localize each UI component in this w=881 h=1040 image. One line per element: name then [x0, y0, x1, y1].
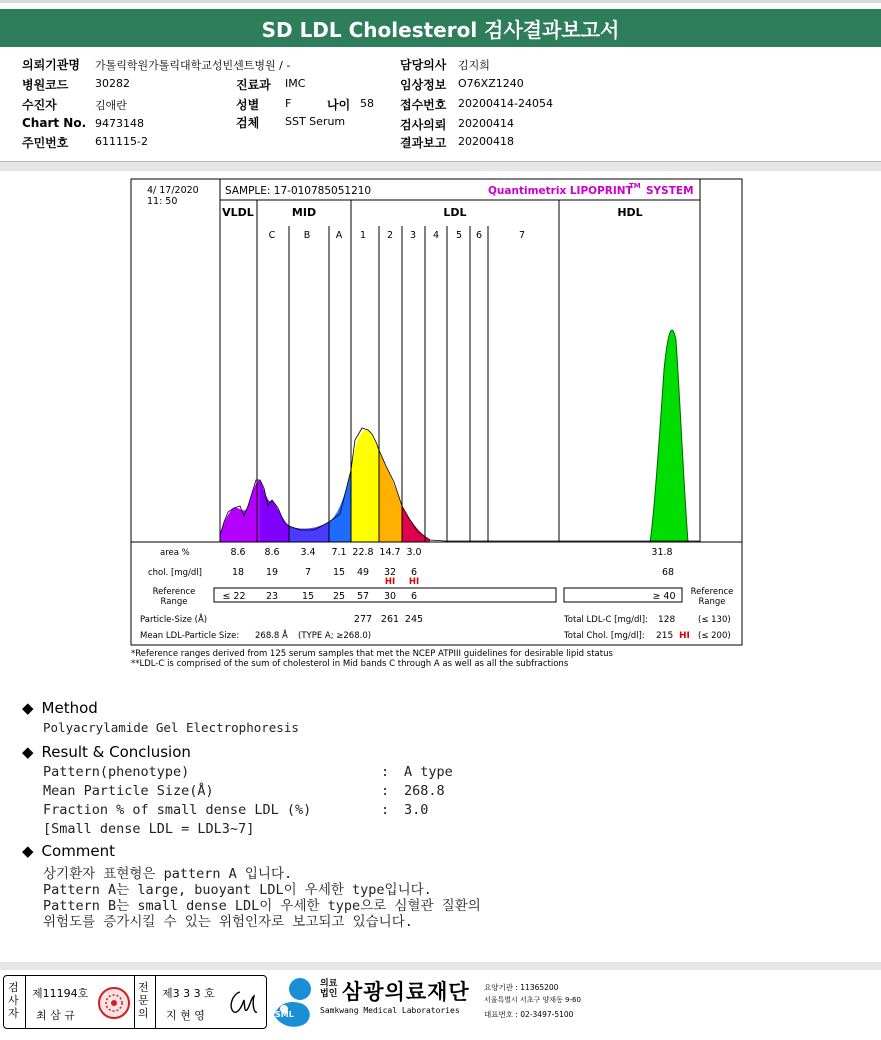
- brand-name: Quantimetrix LIPOPRINT: [488, 185, 633, 197]
- comment-section: [22, 842, 115, 860]
- sex-value: F: [285, 97, 292, 110]
- foundation-tag-2: 법인: [320, 989, 338, 999]
- specialist-signature-icon: [224, 984, 262, 1020]
- footer-divider: [0, 962, 881, 970]
- org-address: 서울특별시 서초구 양재동 9-60: [484, 996, 581, 1004]
- result-heading: Result & Conclusion: [41, 743, 191, 761]
- group-hdl: HDL: [617, 206, 643, 219]
- group-vldl: VLDL: [222, 206, 254, 219]
- ref-label-left-2: Range: [160, 597, 188, 607]
- org-code: 요양기관 : 11365200: [484, 983, 559, 992]
- mean-size-value: 268.8 Å: [255, 631, 288, 641]
- chart-frame: [131, 179, 742, 645]
- ref-mid-b: 15: [301, 591, 315, 602]
- band-label-4: 4: [432, 230, 440, 241]
- institution-value: 가톨릭학원가톨릭대학교성빈센트병원 / -: [95, 59, 291, 72]
- chol-hdl: 68: [661, 567, 675, 578]
- method-heading: Method: [41, 699, 98, 717]
- area-vldl: 8.6: [230, 547, 246, 558]
- comment-line-3: Pattern B는 small dense LDL이 우세한 type으로 심혈관 질환의: [43, 898, 481, 914]
- sml-logo-icon: [270, 975, 318, 1029]
- chart-no-value: 9473148: [95, 117, 144, 130]
- lipoprint-chart: [0, 170, 881, 670]
- reception-value: 20200414-24054: [458, 97, 553, 110]
- report-date: 4/ 17/2020: [147, 185, 199, 196]
- chol-mid-a: 15: [332, 567, 346, 578]
- diamond-bullet-icon: ◆: [22, 699, 34, 717]
- area-label: area %: [160, 548, 190, 558]
- chol-mid-b: 7: [304, 567, 312, 578]
- result-value-size: 268.8: [404, 783, 445, 799]
- band-label-b: B: [303, 230, 311, 241]
- method-text: Polyacrylamide Gel Electrophoresis: [43, 720, 299, 735]
- sample-id: SAMPLE: 17-010785051210: [225, 185, 372, 197]
- ref-ldl3: 6: [410, 591, 418, 602]
- specialist-number: 제3 3 3 호: [162, 987, 215, 1000]
- chol-ldl1: 49: [356, 567, 370, 578]
- ref-vldl: ≤ 22: [222, 591, 246, 602]
- chol-vldl: 18: [231, 567, 245, 578]
- result-label-pattern: Pattern(phenotype): [43, 764, 190, 780]
- ref-ldl2: 30: [383, 591, 397, 602]
- inspector-name: 최 삼 규: [36, 1009, 75, 1022]
- inspector-label: 검사자: [8, 981, 19, 1020]
- result-label-size: Mean Particle Size(Å): [43, 783, 214, 799]
- mean-size-label: Mean LDL-Particle Size:: [140, 631, 240, 641]
- comment-line-1: 상기환자 표현형은 pattern A 입니다.: [43, 866, 293, 882]
- department-label: 진료과: [236, 78, 271, 92]
- method-section: [22, 699, 98, 717]
- chol-label: chol. [mg/dl]: [148, 568, 202, 578]
- band-label-6: 6: [475, 230, 483, 241]
- particle-size-label: Particle-Size (Å): [140, 615, 208, 625]
- area-mid-a: 7.1: [331, 547, 347, 558]
- ref-hdl: ≥ 40: [652, 591, 676, 602]
- ref-mid-c: 23: [265, 591, 279, 602]
- foundation-name: 삼광의료재단: [342, 980, 470, 1004]
- org-phone: 대표번호 : 02-3497-5100: [484, 1010, 574, 1019]
- resident-no-label: 주민번호: [22, 136, 69, 150]
- total-chol-label: Total Chol. [mg/dl]:: [564, 631, 645, 641]
- mean-size-type: (TYPE A; ≥268.0): [298, 631, 372, 641]
- total-ldl-ref: (≤ 130): [698, 615, 731, 625]
- result-value-pattern: A type: [404, 764, 453, 780]
- chol-mid-c: 19: [265, 567, 279, 578]
- area-ldl2: 14.7: [379, 547, 401, 558]
- specialist-label: 전문의: [138, 981, 149, 1020]
- area-mid-c: 8.6: [264, 547, 280, 558]
- area-mid-b: 3.4: [300, 547, 316, 558]
- size-ldl1: 277: [353, 614, 373, 625]
- specimen-label: 검체: [236, 116, 260, 130]
- age-label: 나이: [327, 98, 351, 112]
- doctor-value: 김지희: [458, 59, 490, 72]
- total-chol-value: 215: [656, 631, 674, 641]
- department-value: IMC: [285, 77, 306, 90]
- ref-label-right-2: Range: [698, 597, 726, 607]
- inspector-number: 제11194호: [32, 987, 89, 1000]
- ref-label-left-1: Reference: [152, 587, 196, 597]
- comment-line-4: 위험도를 증가시킬 수 있는 위험인자로 보고되고 있습니다.: [43, 914, 413, 930]
- result-section: [22, 743, 191, 761]
- brand-suffix: SYSTEM: [646, 185, 694, 197]
- reception-label: 접수번호: [400, 98, 447, 112]
- ref-ldl1: 57: [356, 591, 370, 602]
- band-label-3: 3: [409, 230, 417, 241]
- footnote-2: **LDL-C is comprised of the sum of cholesterol in Mid bands C through A as well as all the subfractions: [131, 659, 569, 669]
- result-colon-fraction: :: [381, 802, 390, 818]
- logo-text: SML: [275, 1010, 294, 1019]
- band-label-1: 1: [359, 230, 367, 241]
- band-label-a: A: [335, 230, 343, 241]
- flag-ldl2: HI: [384, 577, 396, 587]
- specialist-name: 지 현 영: [166, 1009, 205, 1022]
- brand-trademark: TM: [629, 182, 641, 190]
- recipient-label: 수진자: [22, 98, 57, 112]
- specimen-value: SST Serum: [285, 115, 346, 128]
- result-colon-pattern: :: [381, 764, 390, 780]
- report-title: SD LDL Cholesterol 검사결과보고서: [0, 9, 881, 47]
- flag-ldl3: HI: [408, 577, 420, 587]
- hospital-code-value: 30282: [95, 77, 130, 90]
- diamond-bullet-icon: ◆: [22, 743, 34, 761]
- request-label: 검사의뢰: [400, 118, 447, 132]
- size-ldl2: 261: [380, 614, 400, 625]
- result-label-fraction: Fraction % of small dense LDL (%): [43, 802, 312, 818]
- signature-box: [3, 975, 267, 1029]
- footnote-1: *Reference ranges derived from 125 serum samples that met the NCEP ATPIII guidelines for desirable lipid status: [131, 649, 613, 659]
- ref-mid-a: 25: [332, 591, 346, 602]
- comment-line-2: Pattern A는 large, buoyant LDL이 우세한 type입니다.: [43, 882, 432, 898]
- resident-no-value: 611115-2: [95, 135, 148, 148]
- chart-no-label: Chart No.: [22, 116, 87, 130]
- report-time: 11: 50: [147, 196, 178, 207]
- band-label-7: 7: [518, 230, 526, 241]
- result-colon-size: :: [381, 783, 390, 799]
- patient-info-panel: [0, 52, 881, 162]
- comment-heading: Comment: [41, 842, 116, 860]
- foundation-tag-1: 의료: [320, 979, 338, 989]
- area-hdl: 31.8: [651, 547, 673, 558]
- recipient-value: 김애란: [95, 99, 127, 112]
- clinical-value: O76XZ1240: [458, 77, 524, 90]
- hospital-code-label: 병원코드: [22, 78, 69, 92]
- institution-label: 의뢰기관명: [22, 58, 80, 72]
- result-note: [Small dense LDL = LDL3~7]: [43, 821, 255, 837]
- report-label: 결과보고: [400, 136, 447, 150]
- group-mid: MID: [291, 206, 317, 219]
- request-value: 20200414: [458, 117, 514, 130]
- top-border: [0, 0, 881, 3]
- total-chol-ref: (≤ 200): [698, 631, 731, 641]
- total-chol-flag: HI: [679, 631, 690, 641]
- ref-label-right-1: Reference: [690, 587, 734, 597]
- clinical-label: 임상정보: [400, 78, 447, 92]
- area-ldl1: 22.8: [352, 547, 374, 558]
- age-value: 58: [360, 97, 374, 110]
- band-label-2: 2: [386, 230, 394, 241]
- doctor-label: 담당의사: [400, 58, 447, 72]
- size-ldl3: 245: [404, 614, 424, 625]
- group-ldl: LDL: [443, 206, 467, 219]
- sex-label: 성별: [236, 98, 260, 112]
- total-ldl-value: 128: [658, 615, 676, 625]
- inspector-seal-icon: [97, 986, 131, 1020]
- total-ldl-label: Total LDL-C [mg/dl]:: [564, 615, 648, 625]
- band-label-5: 5: [455, 230, 463, 241]
- area-ldl3: 3.0: [406, 547, 422, 558]
- report-value: 20200418: [458, 135, 514, 148]
- diamond-bullet-icon: ◆: [22, 842, 34, 860]
- chol-ldl2: 32: [383, 567, 397, 578]
- result-value-fraction: 3.0: [404, 802, 429, 818]
- foundation-english: Samkwang Medical Laboratories: [320, 1006, 460, 1015]
- chol-ldl3: 6: [410, 567, 418, 578]
- band-label-c: C: [268, 230, 276, 241]
